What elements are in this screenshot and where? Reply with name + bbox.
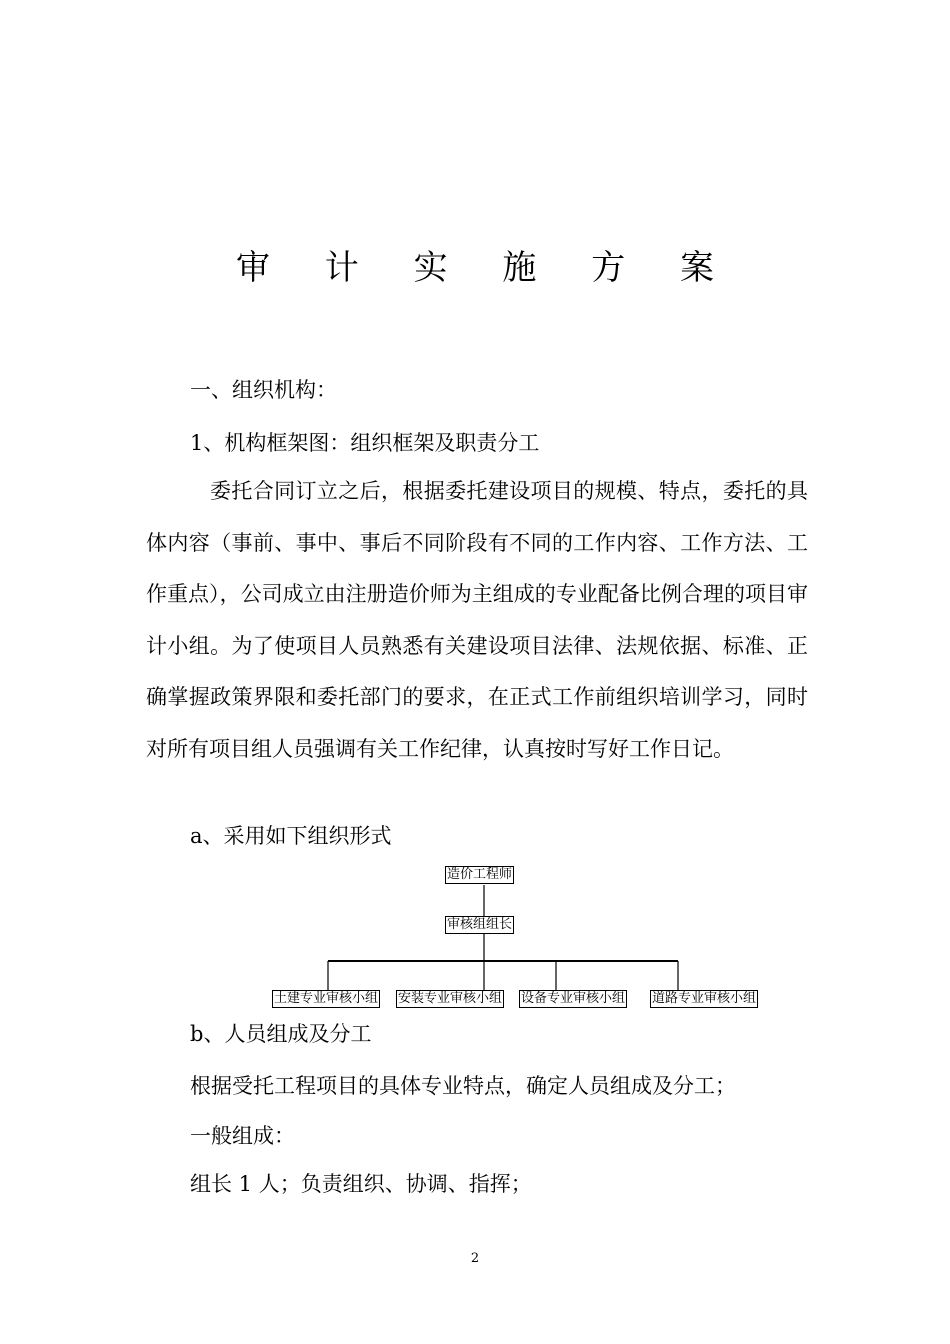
basis-line: 根据受托工程项目的具体专业特点，确定人员组成及分工； [190, 1074, 736, 1098]
org-node-civil-group: 土建专业审核小组 [274, 991, 379, 1006]
section-heading: 一、组织机构： [190, 378, 337, 402]
org-node-installation-group: 安装专业审核小组 [398, 991, 503, 1006]
general-composition-line: 一般组成： [190, 1124, 295, 1148]
intro-paragraph: 委托合同订立之后，根据委托建设项目的规模、特点，委托的具体内容（事前、事中、事后不同阶段有不同的工作内容、工作方法、工作重点），公司成立由注册造价师为主组成的专业配备比例合理的项目审计小组。为了使项目人员熟悉有关建设项目法律、法规依据、标准、正确掌握政策界限和委托部门的要求，在正式工作前组织培训学习，同时对所有项目组人员强调有关工作纪律，认真按时写好工作日记。 [146, 479, 808, 761]
leader-line: 组长 1 人；负责组织、协调、指挥； [190, 1172, 532, 1196]
page-number: 2 [470, 1251, 480, 1266]
subsection-heading: 1、机构框架图：组织框架及职责分工 [190, 431, 540, 455]
org-node-cost-engineer: 造价工程师 [447, 867, 513, 882]
org-node-team-leader: 审核组组长 [447, 917, 513, 932]
document-title: 审 计 实 施 方 案 [235, 248, 737, 288]
org-node-equipment-group: 设备专业审核小组 [521, 991, 626, 1006]
item-a-heading: a、采用如下组织形式 [190, 824, 392, 848]
item-b-heading: b、人员组成及分工 [190, 1022, 372, 1046]
org-node-road-group: 道路专业审核小组 [652, 991, 757, 1006]
